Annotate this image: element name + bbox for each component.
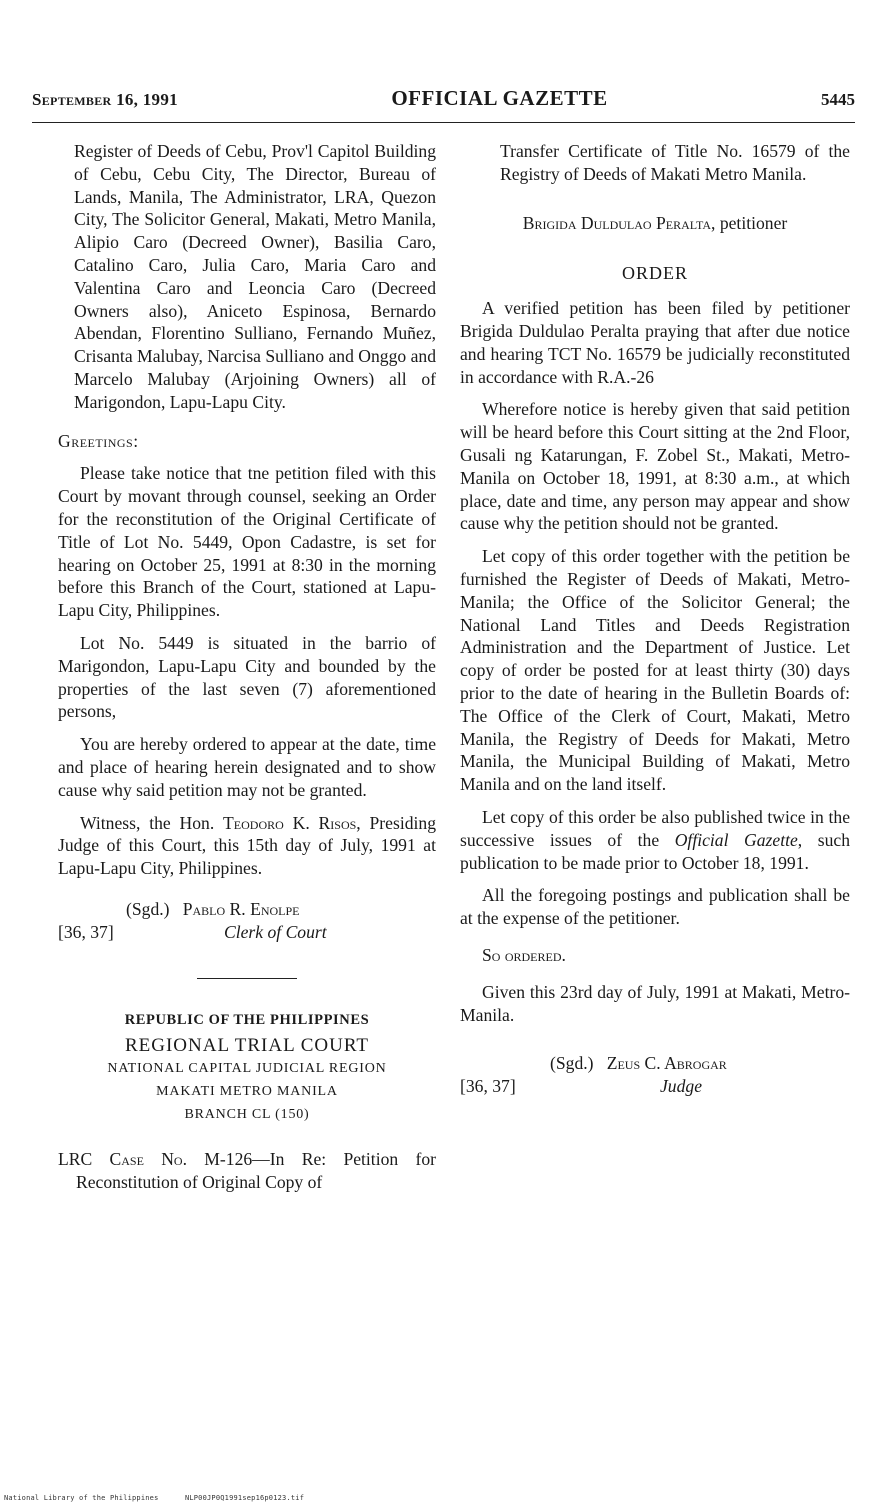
petitioner-line [460, 212, 850, 235]
clerk-name: Pablo R. Enolpe [182, 898, 300, 919]
judge-role: Judge [660, 1076, 703, 1097]
greeting: Greetings: [58, 430, 139, 451]
notice-paragraph-1: Please take notice that tne petition filed with this Court by movant through counsel, seeking an Order for the reconstitution of the Original Certificate of Title of Lot No. 5449, Opon Cadastre, is set for hearing on October 25, 1991 at 8:30 in the morning before this Branch of the Court, stationed at Lapu-Lapu City, Philippines. [58, 463, 436, 621]
order-paragraph-1: A verified petition has been filed by petitioner Brigida Duldulao Peralta praying that after due notice and hearing TCT No. 16579 be judicially reconstituted in accordance with R.A.-26 [460, 298, 850, 387]
library-credit: National Library of the Philippines [4, 1494, 159, 1502]
notice-addressees: Register of Deeds of Cebu, Prov'l Capitol Building of Cebu, Cebu City, The Director, Bureau of Lands, Manila, The Administrator, LRA, Quezon City, The Solicitor General, Makati, Metro Manila, Alipio Caro (Decreed Owner), Basilia Caro, Catalino Caro, Julia Caro, Maria Caro and Valentina Caro and Leoncia Caro (Decreed Owners also), Aniceto Espinosa, Bernardo Abendan, Florentino Sulliano, Fernando Muñez, Crisanta Malubay, Narcisa Sulliano and Onggo and Marcelo Malubay (Arjoining Owners) all of Marigondon, Lapu-Lapu City. [74, 141, 436, 412]
court-name: REGIONAL TRIAL COURT [124, 1035, 370, 1057]
notice-paragraph-3: You are hereby ordered to appear at the date, time and place of hearing herein designated and to show cause why said petition may not be granted. [58, 734, 436, 800]
publish-post: , such publication to be made prior to October 18, 1991. [460, 829, 850, 873]
issue-date [32, 90, 178, 110]
page-header [32, 86, 855, 114]
section-separator [197, 978, 297, 979]
petitioner-name: Brigida Duldulao Peralta [522, 212, 712, 233]
court-republic: REPUBLIC OF THE PHILIPPINES [124, 1011, 370, 1028]
clerk-sgd: (Sgd.) [126, 898, 170, 919]
judge-sgd: (Sgd.) [550, 1053, 594, 1074]
order-paragraph-2: Wherefore notice is hereby given that said petition will be heard before this Court sitting at the 2nd Floor, Gusali ng Katarungan, F. Zobel St., Makati, Metro-Manila on October 18, 1991, at 8:30 a.m., at which place, date and time, any person may appear and show cause why the petition should not be granted. [460, 399, 850, 534]
notice-paragraph-4 [58, 812, 436, 880]
court-location: MAKATI METRO MANILA [156, 1083, 338, 1099]
header-rule [32, 122, 855, 123]
case-caption-continued: Transfer Certificate of Title No. 16579 of the Registry of Deeds of Makati Metro Manila. [500, 141, 850, 184]
petitioner-role: , petitioner [711, 212, 788, 233]
case-caption-text [58, 1148, 436, 1194]
witness-pre: Witness, the Hon. [80, 812, 215, 833]
case-label: LRC Case No. [58, 1149, 187, 1170]
clerk-sgd-line [58, 898, 436, 921]
order-heading: ORDER [621, 263, 688, 284]
issue-date-month: September [32, 90, 112, 109]
order-paragraph-5: All the foregoing postings and publication shall be at the expense of the petitioner. [460, 885, 850, 929]
scan-footer [4, 1494, 304, 1502]
judge-issue-code: [36, 37] [460, 1076, 516, 1097]
court-region: NATIONAL CAPITAL JUDICIAL REGION [107, 1061, 387, 1077]
order-paragraph-4 [460, 806, 850, 874]
publication-name: Official Gazette [674, 829, 798, 850]
judge-signature [460, 1052, 850, 1098]
court-branch: BRANCH CL (150) [184, 1106, 310, 1122]
notice-paragraph-2: Lot No. 5449 is situated in the barrio of Marigondon, Lapu-Lapu City and bounded by the properties of the last seven (7) aforementioned persons, [58, 632, 436, 722]
publication-title: OFFICIAL GAZETTE [391, 86, 608, 110]
judge-name: Zeus C. Abrogar [606, 1053, 727, 1074]
so-ordered: So ordered. [482, 944, 566, 965]
court-heading [58, 1009, 436, 1127]
clerk-role: Clerk of Court [224, 921, 327, 942]
order-paragraph-3: Let copy of this order together with the petition be furnished the Register of Deeds of Makati, Metro-Manila; the Office of the Solicitor General; the National Land Titles and Deeds Registration Administration and the Department of Justice. Let copy of order be posted for at least thirty (30) days prior to the date of hearing in the Bulletin Boards of: The Office of the Clerk of Court, Makati, Metro Manila, the Registry of Deeds for Makati, Metro Manila, the Municipal Building of Makati, Metro Manila and on the land itself. [460, 546, 850, 795]
scan-filename: NLP00JP0Q1991sep16p0123.tif [184, 1494, 305, 1502]
left-column [58, 140, 436, 1194]
issue-date-rest: 16, 1991 [116, 90, 178, 109]
page-number: 5445 [821, 90, 855, 109]
presiding-judge-name: Teodoro K. Risos [223, 812, 357, 833]
right-column [460, 140, 850, 1098]
case-text: M-126—In Re: Petition for Reconstitution of Original Copy of [76, 1149, 436, 1193]
case-caption [58, 1148, 436, 1194]
judge-sgd-line [460, 1052, 850, 1075]
clerk-signature [58, 898, 436, 944]
publish-pre: Let copy of this order be also published twice in the successive issues of the [460, 806, 850, 850]
clerk-issue-code: [36, 37] [58, 921, 114, 942]
given-date: Given this 23rd day of July, 1991 at Makati, Metro-Manila. [460, 981, 850, 1025]
witness-post: , Presiding Judge of this Court, this 15th day of July, 1991 at Lapu-Lapu City, Philippines. [58, 812, 436, 879]
